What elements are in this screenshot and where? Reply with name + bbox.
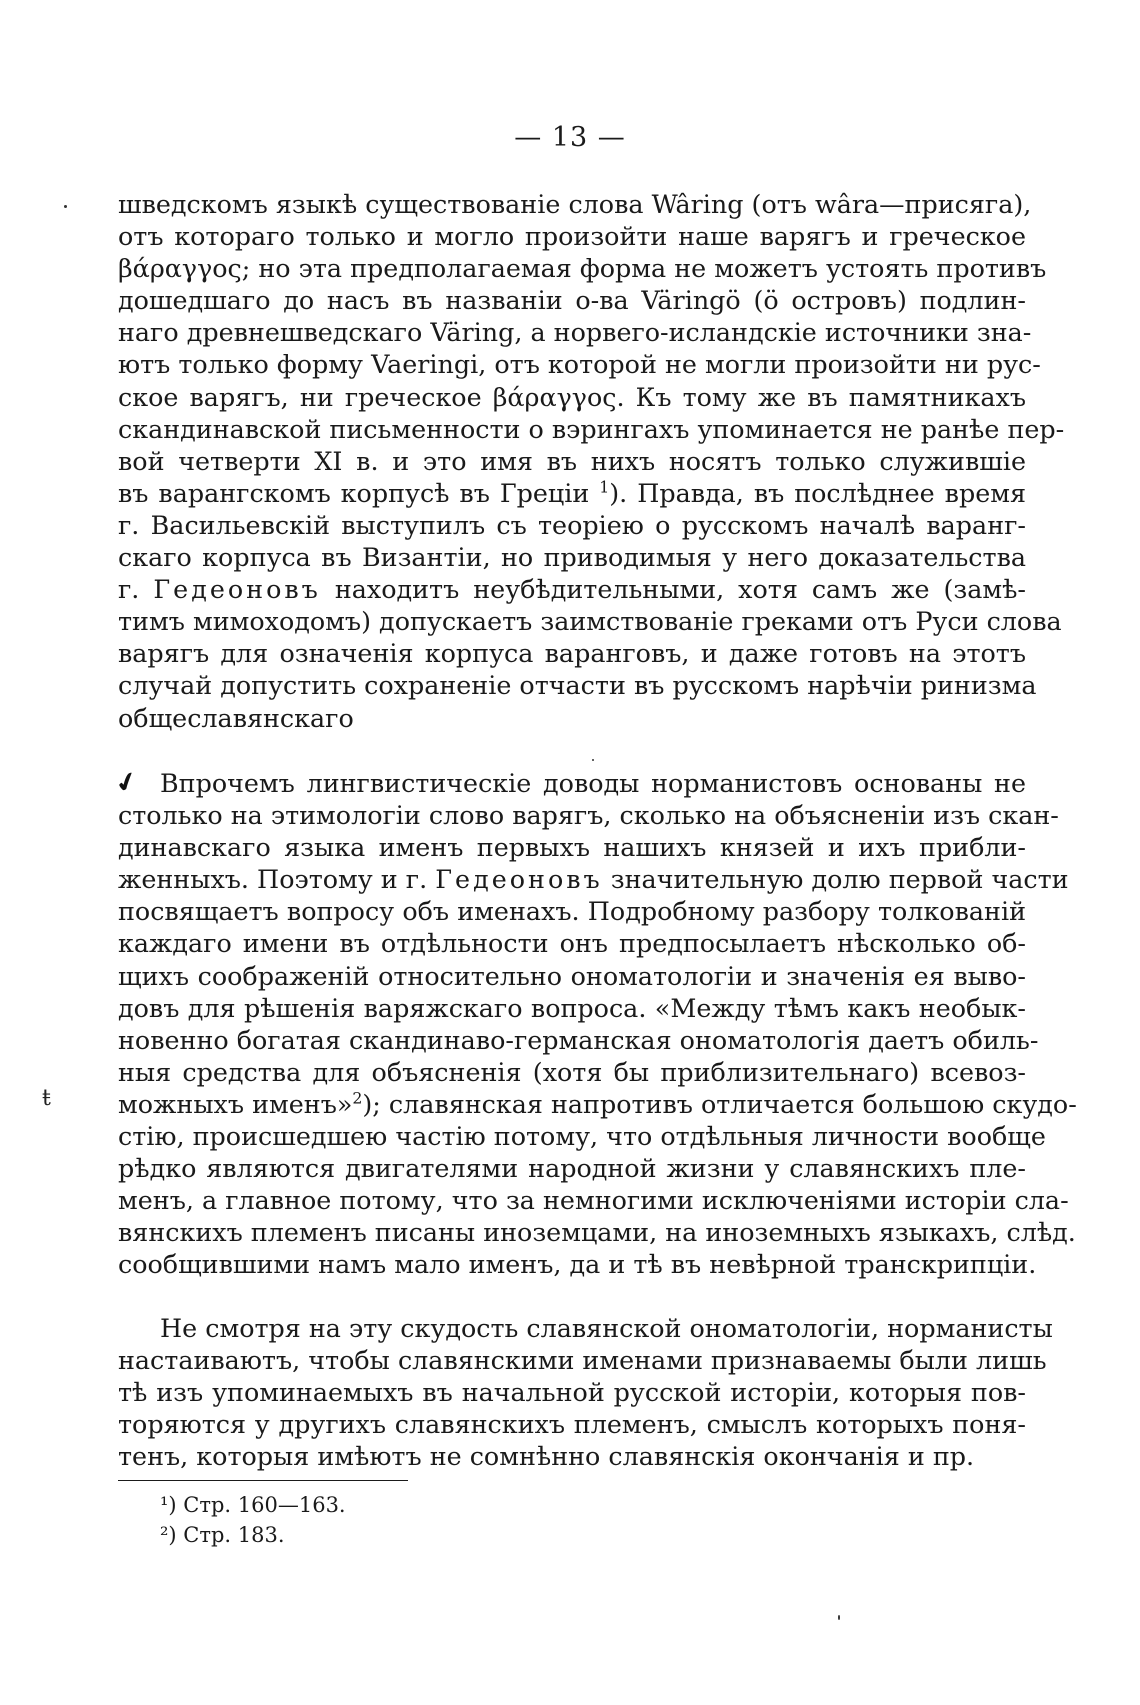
text-line: варягъ для означенія корпуса варанговъ, и даже готовъ на этотъ bbox=[118, 638, 1026, 669]
text-line: менъ, а главное потому, что за немногими исключеніями исторіи сла- bbox=[118, 1185, 1069, 1216]
text-segment: ). Правда, въ послѣднее время bbox=[609, 477, 1026, 508]
text-line: новенно богатая скандинаво-германская ономатологія даетъ обиль- bbox=[118, 1024, 1039, 1055]
page-number: — 13 — bbox=[514, 122, 626, 153]
text-line: общеславянскаго bbox=[118, 702, 354, 733]
text-line: щихъ соображеній относительно ономатологіи и значенія ея выво- bbox=[118, 960, 1026, 991]
text-line: скаго корпуса въ Византіи, но приводимыя у него доказательства bbox=[118, 542, 1026, 573]
text-line: Впрочемъ лингвистическіе доводы норманистовъ основаны не bbox=[160, 768, 1026, 798]
text-segment: г. bbox=[118, 574, 140, 605]
footnote-1: ¹) Стр. 160—163. bbox=[160, 1493, 346, 1517]
footnotes bbox=[160, 1490, 346, 1550]
text-line: ское варягъ, ни греческое βάραγγος. Къ тому же въ памятникахъ bbox=[118, 381, 1026, 412]
text-line: вянскихъ племенъ писаны иноземцами, на иноземныхъ языкахъ, слѣд. bbox=[118, 1217, 1076, 1248]
text-line: динавскаго языка именъ первыхъ нашихъ князей и ихъ прибли- bbox=[118, 832, 1026, 863]
text-line bbox=[118, 573, 1026, 605]
text-line: г. Васильевскій выступилъ съ теоріею о русскомъ началѣ варанг- bbox=[118, 509, 1026, 540]
text-segment: можныхъ именъ» bbox=[118, 1088, 353, 1119]
text-segment: находитъ неубѣдительными, хотя самъ же (замѣ- bbox=[334, 574, 1026, 605]
text-line: стію, происшедшею частію потому, что отдѣльныя личности вообще bbox=[118, 1121, 1046, 1152]
paragraph-2 bbox=[118, 767, 1077, 1281]
text-segment: въ варангскомъ корпусѣ въ Греціи bbox=[118, 477, 590, 508]
text-line: ютъ только форму Vaeringi, отъ которой не могли произойти ни рус- bbox=[118, 349, 1041, 380]
text-line: вой четверти XI в. и это имя въ нихъ носятъ только служившіе bbox=[118, 445, 1026, 476]
ink-speck bbox=[838, 1615, 840, 1620]
text-line: настаиваютъ, чтобы славянскими именами признаваемы были лишь bbox=[118, 1345, 1047, 1376]
margin-mark-icon: ŧ bbox=[42, 1086, 51, 1111]
text-line: дошедшаго до насъ въ названіи о-ва Väringö (ö островъ) подлин- bbox=[118, 285, 1026, 316]
text-segment: ); славянская напротивъ отличается большою скудо- bbox=[362, 1088, 1077, 1119]
text-line: βάραγγος; но эта предполагаемая форма не можетъ устоять противъ bbox=[118, 253, 1047, 284]
paragraph-1 bbox=[118, 188, 1065, 734]
text-line: каждаго имени въ отдѣльности онъ предпосылаетъ нѣсколько об- bbox=[118, 928, 1026, 959]
text-line: отъ котораго только и могло произойти наше варягъ и греческое bbox=[118, 221, 1026, 252]
paragraph-3 bbox=[118, 1312, 1053, 1472]
text-line: наго древнешведскаго Väring, а норвего-исландскіе источники зна- bbox=[118, 317, 1032, 348]
text-segment: значительную долю первой части bbox=[610, 864, 1069, 895]
text-line: рѣдко являются двигателями народной жизни у славянскихъ пле- bbox=[118, 1153, 1026, 1184]
author-name: Гедеоновъ bbox=[153, 574, 321, 605]
text-line: довъ для рѣшенія варяжскаго вопроса. «Между тѣмъ какъ необык- bbox=[118, 992, 1026, 1023]
ink-speck bbox=[64, 205, 67, 208]
text-line bbox=[118, 477, 1026, 509]
text-line: тимъ мимоходомъ) допускаетъ заимствованіе греками отъ Руси слова bbox=[118, 606, 1062, 637]
pen-mark-icon: ✔ bbox=[111, 765, 143, 801]
text-line bbox=[118, 863, 1069, 895]
author-name: Гедеоновъ bbox=[435, 864, 603, 895]
text-line: посвящаетъ вопросу объ именахъ. Подробному разбору толкованій bbox=[118, 896, 1026, 927]
footnote-2: ²) Стр. 183. bbox=[160, 1523, 285, 1547]
text-line: ныя средства для объясненія (хотя бы приблизительнаго) всевоз- bbox=[118, 1056, 1026, 1087]
footnote-divider bbox=[118, 1480, 408, 1481]
footnote-ref-2: 2 bbox=[352, 1088, 363, 1108]
text-line: сообщившими намъ мало именъ, да и тѣ въ невѣрной транскрипціи. bbox=[118, 1249, 1037, 1280]
footnote-ref-1: 1 bbox=[599, 477, 610, 497]
text-line: тенъ, которыя имѣютъ не сомнѣнно славянскія окончанія и пр. bbox=[118, 1441, 975, 1472]
text-line: торяются у другихъ славянскихъ племенъ, смыслъ которыхъ поня- bbox=[118, 1409, 1026, 1440]
text-line bbox=[118, 1088, 1077, 1120]
text-line: скандинавской письменности о вэрингахъ упоминается не ранѣе пер- bbox=[118, 413, 1065, 444]
text-line: столько на этимологіи слово варягъ, сколько на объясненіи изъ скан- bbox=[118, 800, 1059, 831]
text-segment: женныхъ. Поэтому и г. bbox=[118, 864, 428, 895]
text-line: тѣ изъ упоминаемыхъ въ начальной русской исторіи, которыя пов- bbox=[118, 1377, 1026, 1408]
text-line: случай допустить сохраненіе отчасти въ русскомъ нарѣчіи ринизма bbox=[118, 670, 1037, 701]
text-line: шведскомъ языкѣ существованіе слова Wâring (отъ wâra—присяга), bbox=[118, 189, 1032, 219]
text-line: Не смотря на эту скудость славянской ономатологіи, норманисты bbox=[160, 1313, 1053, 1343]
ink-speck bbox=[592, 759, 594, 761]
